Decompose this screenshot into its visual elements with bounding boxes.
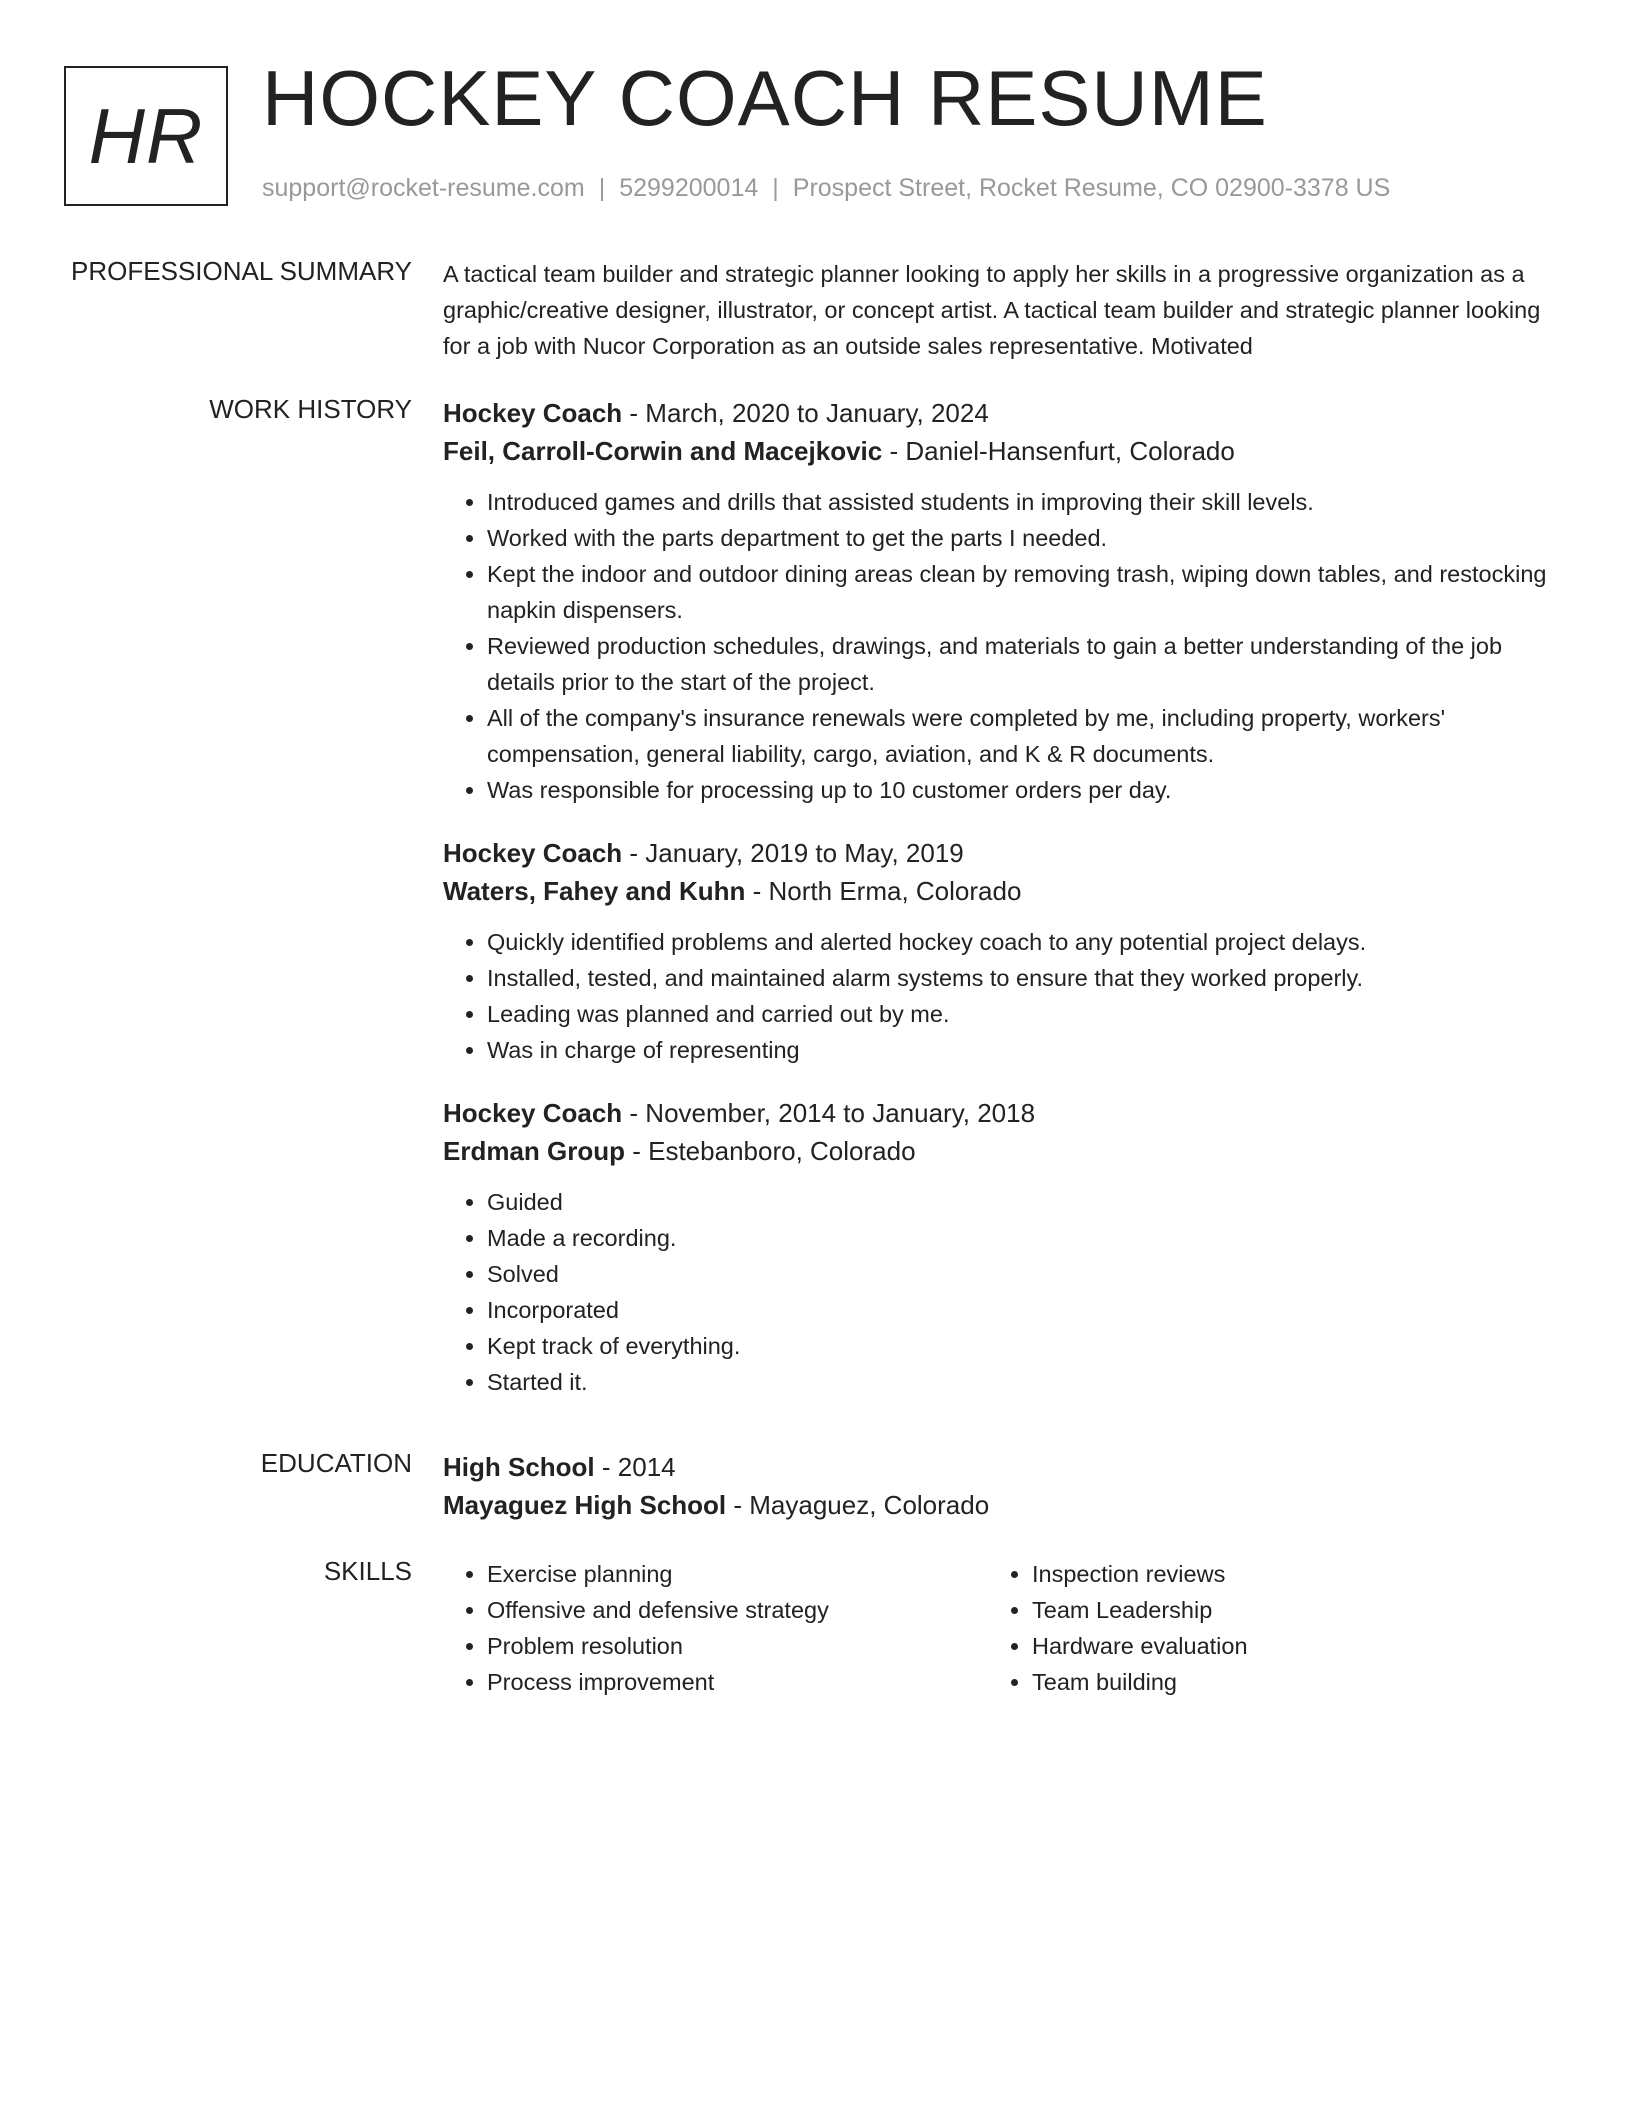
job-dates: - November, 2014 to January, 2018 xyxy=(622,1098,1036,1128)
job-bullet: • Incorporated xyxy=(487,1292,1553,1328)
summary-content xyxy=(443,256,1553,364)
job-company: Erdman Group xyxy=(443,1136,626,1166)
education-school-line xyxy=(443,1486,1553,1524)
skill-item: • Team Leadership xyxy=(1032,1592,1533,1628)
work-history-content xyxy=(443,394,1553,1426)
job-title-line xyxy=(443,394,1553,432)
education-degree-line xyxy=(443,1448,1553,1486)
job-bullet: • Made a recording. xyxy=(487,1220,1553,1256)
contact-email: support@rocket-resume.com xyxy=(262,174,585,202)
job-dates: - March, 2020 to January, 2024 xyxy=(622,398,989,428)
skills-grid xyxy=(443,1556,1553,1700)
monogram-logo: HR xyxy=(64,66,228,206)
job-entry xyxy=(443,834,1553,1068)
section-label-work-history: WORK HISTORY xyxy=(209,394,412,424)
education-degree: High School xyxy=(443,1452,595,1482)
education-location: - Mayaguez, Colorado xyxy=(726,1490,990,1520)
job-bullet: • Was in charge of representing xyxy=(487,1032,1553,1068)
skill-item: • Process improvement xyxy=(487,1664,988,1700)
skills-column-left xyxy=(443,1556,988,1700)
job-title-line xyxy=(443,1094,1553,1132)
skill-item: • Offensive and defensive strategy xyxy=(487,1592,988,1628)
job-bullet: • Kept track of everything. xyxy=(487,1328,1553,1364)
skill-item: • Exercise planning xyxy=(487,1556,988,1592)
job-company-line xyxy=(443,872,1553,910)
resume-title: HOCKEY COACH RESUME xyxy=(262,54,1268,142)
job-title: Hockey Coach xyxy=(443,398,623,428)
skill-item: • Hardware evaluation xyxy=(1032,1628,1533,1664)
job-bullet: • Was responsible for processing up to 10 customer orders per day. xyxy=(487,772,1553,808)
skills-list xyxy=(443,1556,988,1700)
education-school: Mayaguez High School xyxy=(443,1490,727,1520)
job-bullet: • Reviewed production schedules, drawings, and materials to gain a better understanding of the job details prior to the start of the project. xyxy=(487,628,1553,700)
job-bullet: • Guided xyxy=(487,1184,1553,1220)
job-title: Hockey Coach xyxy=(443,838,623,868)
education-content xyxy=(443,1448,1553,1524)
job-bullet: • Started it. xyxy=(487,1364,1553,1400)
job-bullet: • Introduced games and drills that assisted students in improving their skill levels. xyxy=(487,484,1553,520)
job-bullets xyxy=(443,924,1553,1068)
job-bullet: • Worked with the parts department to get the parts I needed. xyxy=(487,520,1553,556)
skill-item: • Inspection reviews xyxy=(1032,1556,1533,1592)
job-location: - North Erma, Colorado xyxy=(745,876,1022,906)
job-company-line xyxy=(443,432,1553,470)
contact-separator: | xyxy=(772,174,779,202)
job-bullet: • Solved xyxy=(487,1256,1553,1292)
skill-item: • Team building xyxy=(1032,1664,1533,1700)
job-company: Feil, Carroll-Corwin and Macejkovic xyxy=(443,436,883,466)
job-title-line xyxy=(443,834,1553,872)
job-bullet: • Leading was planned and carried out by me. xyxy=(487,996,1553,1032)
job-bullet: • Quickly identified problems and alerted hockey coach to any potential project delays. xyxy=(487,924,1553,960)
job-bullet: • Installed, tested, and maintained alarm systems to ensure that they worked properly. xyxy=(487,960,1553,996)
section-label-skills: SKILLS xyxy=(323,1556,412,1586)
job-bullet: • Kept the indoor and outdoor dining areas clean by removing trash, wiping down tables, and restocking napkin dispensers. xyxy=(487,556,1553,628)
skills-column-right xyxy=(988,1556,1533,1700)
job-company: Waters, Fahey and Kuhn xyxy=(443,876,746,906)
section-label-education: EDUCATION xyxy=(260,1448,412,1478)
section-label-summary: PROFESSIONAL SUMMARY xyxy=(71,256,412,286)
job-bullets xyxy=(443,484,1553,808)
job-location: - Estebanboro, Colorado xyxy=(625,1136,916,1166)
contact-phone: 5299200014 xyxy=(619,174,759,202)
summary-text: A tactical team builder and strategic planner looking to apply her skills in a progressive organization as a graphic/creative designer, illustrator, or concept artist. A tactical team builder and strategic planner looking for a job with Nucor Corporation as an outside sales representative. Motivated xyxy=(443,261,1541,359)
skills-content xyxy=(443,1556,1553,1700)
contact-separator: | xyxy=(598,174,606,202)
education-year: - 2014 xyxy=(594,1452,676,1482)
skill-item: • Problem resolution xyxy=(487,1628,988,1664)
contact-address: Prospect Street, Rocket Resume, CO 02900-3378 US xyxy=(792,174,1391,202)
contact-line xyxy=(262,174,1390,203)
job-dates: - January, 2019 to May, 2019 xyxy=(622,838,964,868)
job-bullets xyxy=(443,1184,1553,1400)
job-entry xyxy=(443,394,1553,808)
skills-list xyxy=(988,1556,1533,1700)
job-company-line xyxy=(443,1132,1553,1170)
job-bullet: • All of the company's insurance renewals were completed by me, including property, workers' compensation, general liability, cargo, aviation, and K & R documents. xyxy=(487,700,1553,772)
job-location: - Daniel-Hansenfurt, Colorado xyxy=(882,436,1235,466)
job-entry xyxy=(443,1094,1553,1400)
job-title: Hockey Coach xyxy=(443,1098,623,1128)
